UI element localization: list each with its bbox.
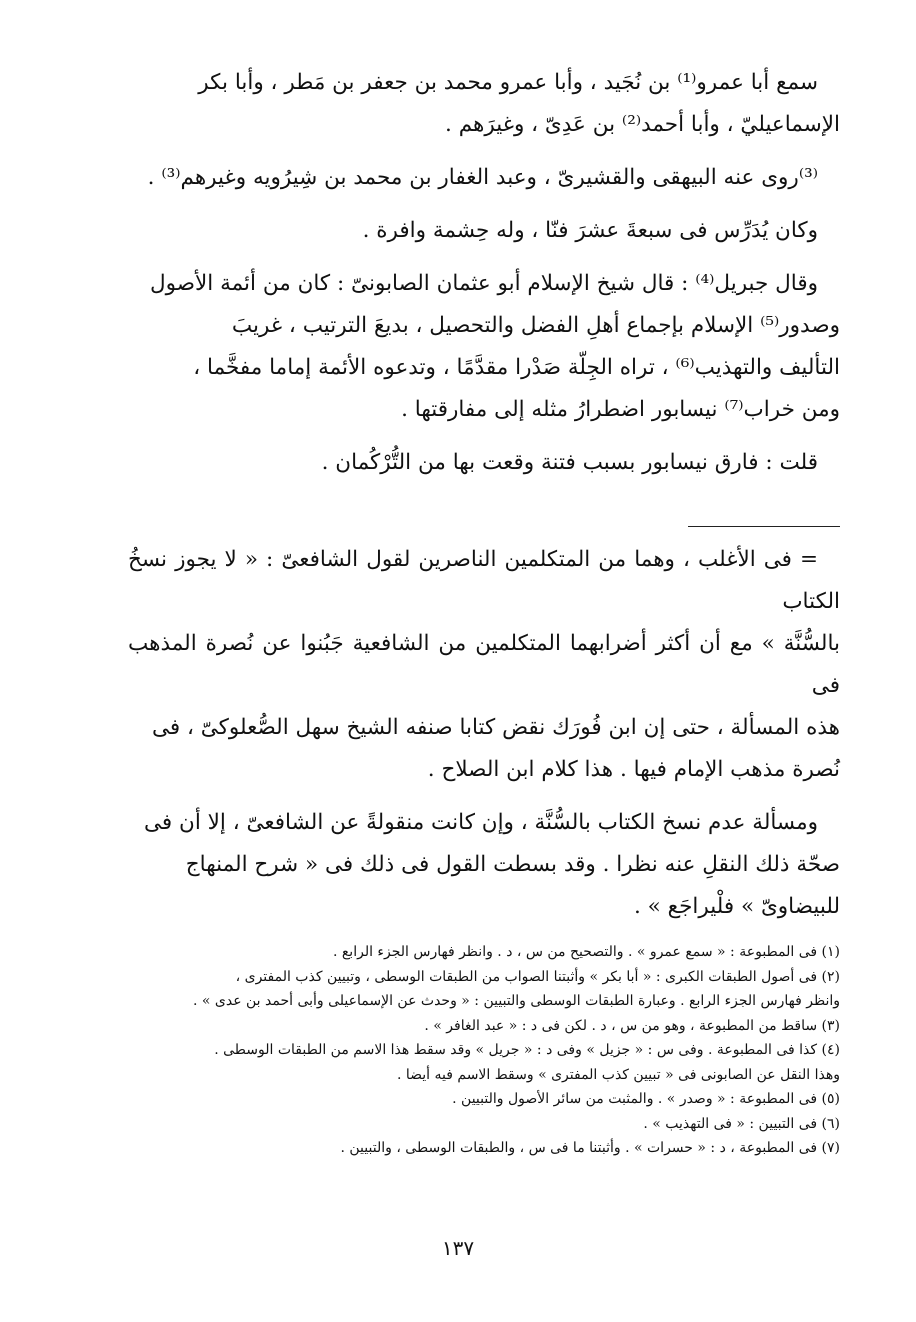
text-line: صحّة ذلك النقلِ عنه نظرا . وقد بسطت القول فى ذلك فى « شرح المنهاج — [185, 852, 840, 877]
text-line: = فى الأغلب ، وهما من المتكلمين الناصرين لقول الشافعىّ : « لا يجوز نسخُ الكتاب — [128, 547, 840, 614]
text-line: للبيضاوىّ » فلْيراجَع » . — [634, 894, 840, 919]
text-line: وكان يُدَرِّس فى سبعةَ عشرَ فنّا ، وله حِشمة وافرة . — [362, 218, 818, 243]
footnote-line: (١) فى المطبوعة : « سمع عمرو » . والتصحيح من س ، د . وانظر فهارس الجزء الرابع . — [332, 944, 840, 960]
footnote-separator — [688, 526, 840, 527]
footnote-line: (٤) كذا فى المطبوعة . وفى س : « جزيل » وفى د : « جريل » وقد سقط هذا الاسم من الطبقات الوسطى . — [214, 1042, 840, 1058]
text-line: ومسألة عدم نسخ الكتاب بالسُّنَّة ، وإن كانت منقولةً عن الشافعىّ ، إلا أن فى — [144, 810, 818, 835]
footnote-line: (٣) ساقط من المطبوعة ، وهو من س ، د . لكن فى د : « عبد الغافر » . — [424, 1017, 840, 1034]
footnotes — [128, 940, 840, 1161]
text-line: قلت : فارق نيسابور بسبب فتنة وقعت بها من التُّرْكُمان . — [321, 450, 818, 475]
footnote-line: (٦) فى التبيين : « فى التهذيب » . — [643, 1115, 840, 1132]
text-line: سمع أبا عمرو⁽¹⁾ بن نُجَيد ، وأبا عمرو محمد بن جعفر بن مَطر ، وأبا بكر — [198, 70, 818, 95]
paragraph — [128, 539, 840, 791]
page-number: ١٣٧ — [441, 1236, 475, 1260]
text-line: ⁽³⁾روى عنه البيهقى والقشيرىّ ، وعبد الغفار بن محمد بن شِيرُويه وغيرهم⁽³⁾ . — [147, 165, 818, 190]
paragraph — [128, 263, 840, 431]
text-line: بالسُّنَّة » مع أن أكثر أضرابهما المتكلمين من الشافعية جَبُنوا عن نُصرة المذهب فى — [128, 631, 840, 698]
text-line: ومن خراب⁽⁷⁾ نيسابور اضطرارُ مثله إلى مفارقتها . — [401, 397, 840, 422]
text-line: الإسماعيليّ ، وأبا أحمد⁽²⁾ بن عَدِىّ ، وغيرَهم . — [445, 112, 840, 137]
paragraph — [128, 210, 840, 252]
text-line: وقال جبريل⁽⁴⁾ : قال شيخ الإسلام أبو عثمان الصابونىّ : كان من أئمة الأصول — [150, 271, 818, 296]
footnote-line: وانظر فهارس الجزء الرابع . وعبارة الطبقات الوسطى والتبيين : « وحدث عن الإسماعيلى وأبى أحمد بن عدى » . — [193, 993, 840, 1009]
footnote-line: (٧) فى المطبوعة ، د : « حسرات » . وأثبتنا ما فى س ، والطبقات الوسطى ، والتبيين . — [340, 1140, 840, 1156]
paragraph — [128, 62, 840, 146]
paragraph — [128, 802, 840, 928]
footnote-line: (٢) فى أصول الطبقات الكبرى : « أبا بكر » وأثبتنا الصواب من الطبقات الوسطى ، وتبيين كذب المفترى ، — [235, 968, 840, 985]
page-content — [128, 62, 840, 1161]
text-line: هذه المسألة ، حتى إن ابن فُورَك نقض كتابا صنفه الشيخ سهل الصُّعلوكىّ ، فى — [151, 715, 840, 740]
paragraph — [128, 157, 840, 199]
text-line: نُصرة مذهب الإمام فيها . هذا كلام ابن الصلاح . — [427, 757, 840, 782]
footnote-line: وهذا النقل عن الصابونى فى « تبيين كذب المفترى » وسقط الاسم فيه أيضا . — [396, 1066, 840, 1083]
paragraph — [128, 442, 840, 484]
continued-footnote-text — [128, 539, 840, 928]
text-line: وصدور⁽⁵⁾ الإسلام بإجماع أهلِ الفضل والتحصيل ، بديعَ الترتيب ، غريبَ — [231, 313, 840, 338]
main-text — [128, 62, 840, 484]
text-line: التأليف والتهذيب⁽⁶⁾ ، تراه الجِلّة صَدْرا مقدَّمًا ، وتدعوه الأئمة إماما مفخَّما ، — [193, 355, 840, 380]
footnote-line: (٥) فى المطبوعة : « وصدر » . والمثبت من سائر الأصول والتبيين . — [452, 1091, 840, 1107]
